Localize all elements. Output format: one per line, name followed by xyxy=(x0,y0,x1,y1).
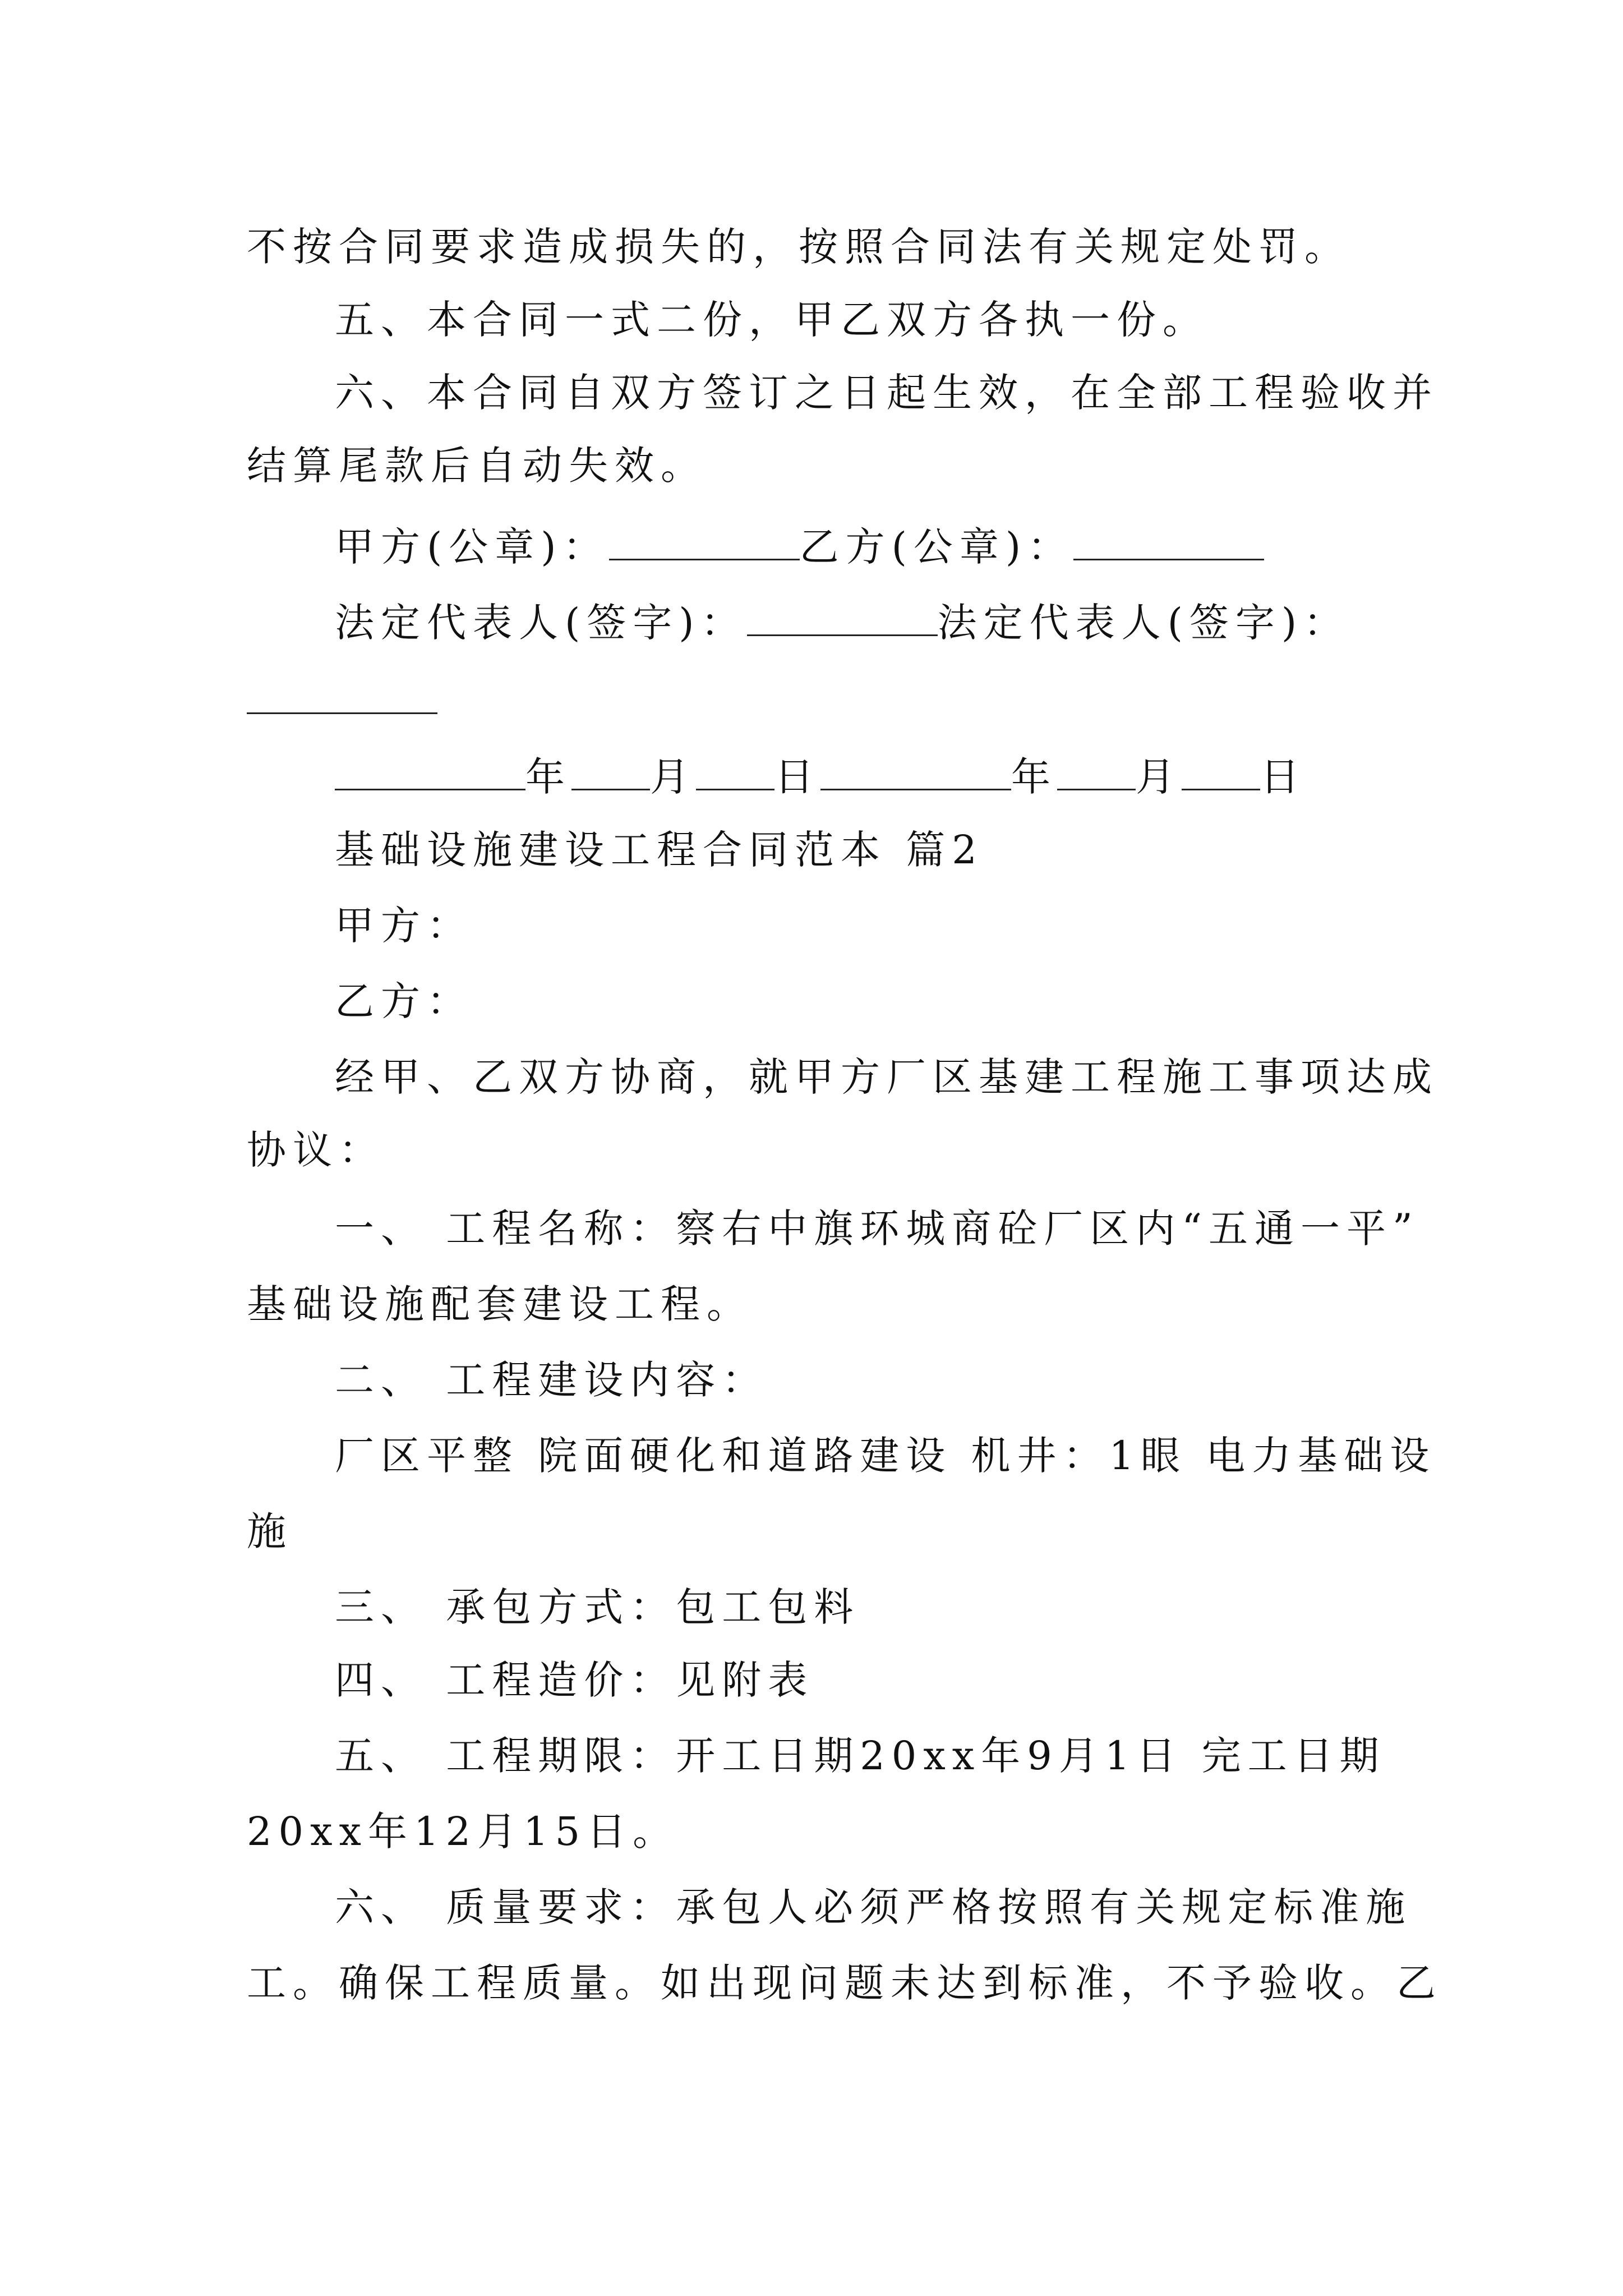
rep-a-label: 法定代表人(签字)： xyxy=(335,600,747,646)
item-two-content-cont: 施 xyxy=(247,1508,293,1554)
seal-line xyxy=(0,519,1623,575)
date-line xyxy=(0,749,1623,805)
item-five-cont: 20xx年12月15日。 xyxy=(247,1809,679,1855)
section-title: 基础设施建设工程合同范本 篇2 xyxy=(335,827,984,873)
paragraph-line: 不按合同要求造成损失的，按照合同法有关规定处罚。 xyxy=(247,224,1350,270)
intro-line: 经甲、乙双方协商，就甲方厂区基建工程施工事项达成 xyxy=(335,1054,1438,1100)
day-blank-a xyxy=(696,749,774,790)
year-blank-a xyxy=(335,749,525,790)
party-b-seal-label: 乙方(公章)： xyxy=(799,524,1074,570)
item-two-content: 厂区平整 院面硬化和道路建设 机井：1眼 电力基础设 xyxy=(335,1433,1436,1479)
item-four: 四、 工程造价：见附表 xyxy=(335,1657,814,1703)
item-one: 一、 工程名称：察右中旗环城商砼厂区内“五通一平” xyxy=(335,1205,1419,1251)
item-six: 六、 质量要求：承包人必须严格按照有关规定标准施 xyxy=(335,1884,1412,1930)
item-two: 二、 工程建设内容： xyxy=(335,1357,768,1403)
item-three: 三、 承包方式：包工包料 xyxy=(335,1584,860,1630)
item-six-cont: 工。确保工程质量。如出现问题未达到标准，不予验收。乙 xyxy=(247,1960,1442,2006)
party-b-label: 乙方： xyxy=(335,978,473,1024)
item-five: 五、 工程期限：开工日期20xx年9月1日 完工日期 xyxy=(335,1733,1386,1779)
month-blank-a xyxy=(571,749,650,790)
month-blank-b xyxy=(1057,749,1136,790)
month-label-b: 月 xyxy=(1136,754,1182,800)
representative-line xyxy=(0,595,1623,651)
item-one-cont: 基础设施配套建设工程。 xyxy=(247,1281,753,1327)
party-a-seal-blank xyxy=(609,519,800,560)
month-label-a: 月 xyxy=(650,754,696,800)
party-a-seal-label: 甲方(公章)： xyxy=(335,524,609,570)
rep-b-blank xyxy=(247,712,437,714)
intro-line-cont: 协议： xyxy=(247,1127,385,1173)
party-a-label: 甲方： xyxy=(335,903,473,949)
party-b-seal-blank xyxy=(1073,519,1264,560)
clause-five: 五、本合同一式二份，甲乙双方各执一份。 xyxy=(335,297,1209,343)
year-blank-b xyxy=(820,749,1011,790)
year-label-a: 年 xyxy=(525,754,571,800)
clause-six: 六、本合同自双方签订之日起生效，在全部工程验收并 xyxy=(335,370,1438,416)
year-label-b: 年 xyxy=(1011,754,1057,800)
day-label-b: 日 xyxy=(1260,754,1306,800)
day-blank-b xyxy=(1182,749,1260,790)
rep-b-label: 法定代表人(签字)： xyxy=(937,600,1350,646)
day-label-a: 日 xyxy=(774,754,820,800)
rep-a-blank xyxy=(747,595,938,636)
clause-six-cont: 结算尾款后自动失效。 xyxy=(247,443,707,489)
